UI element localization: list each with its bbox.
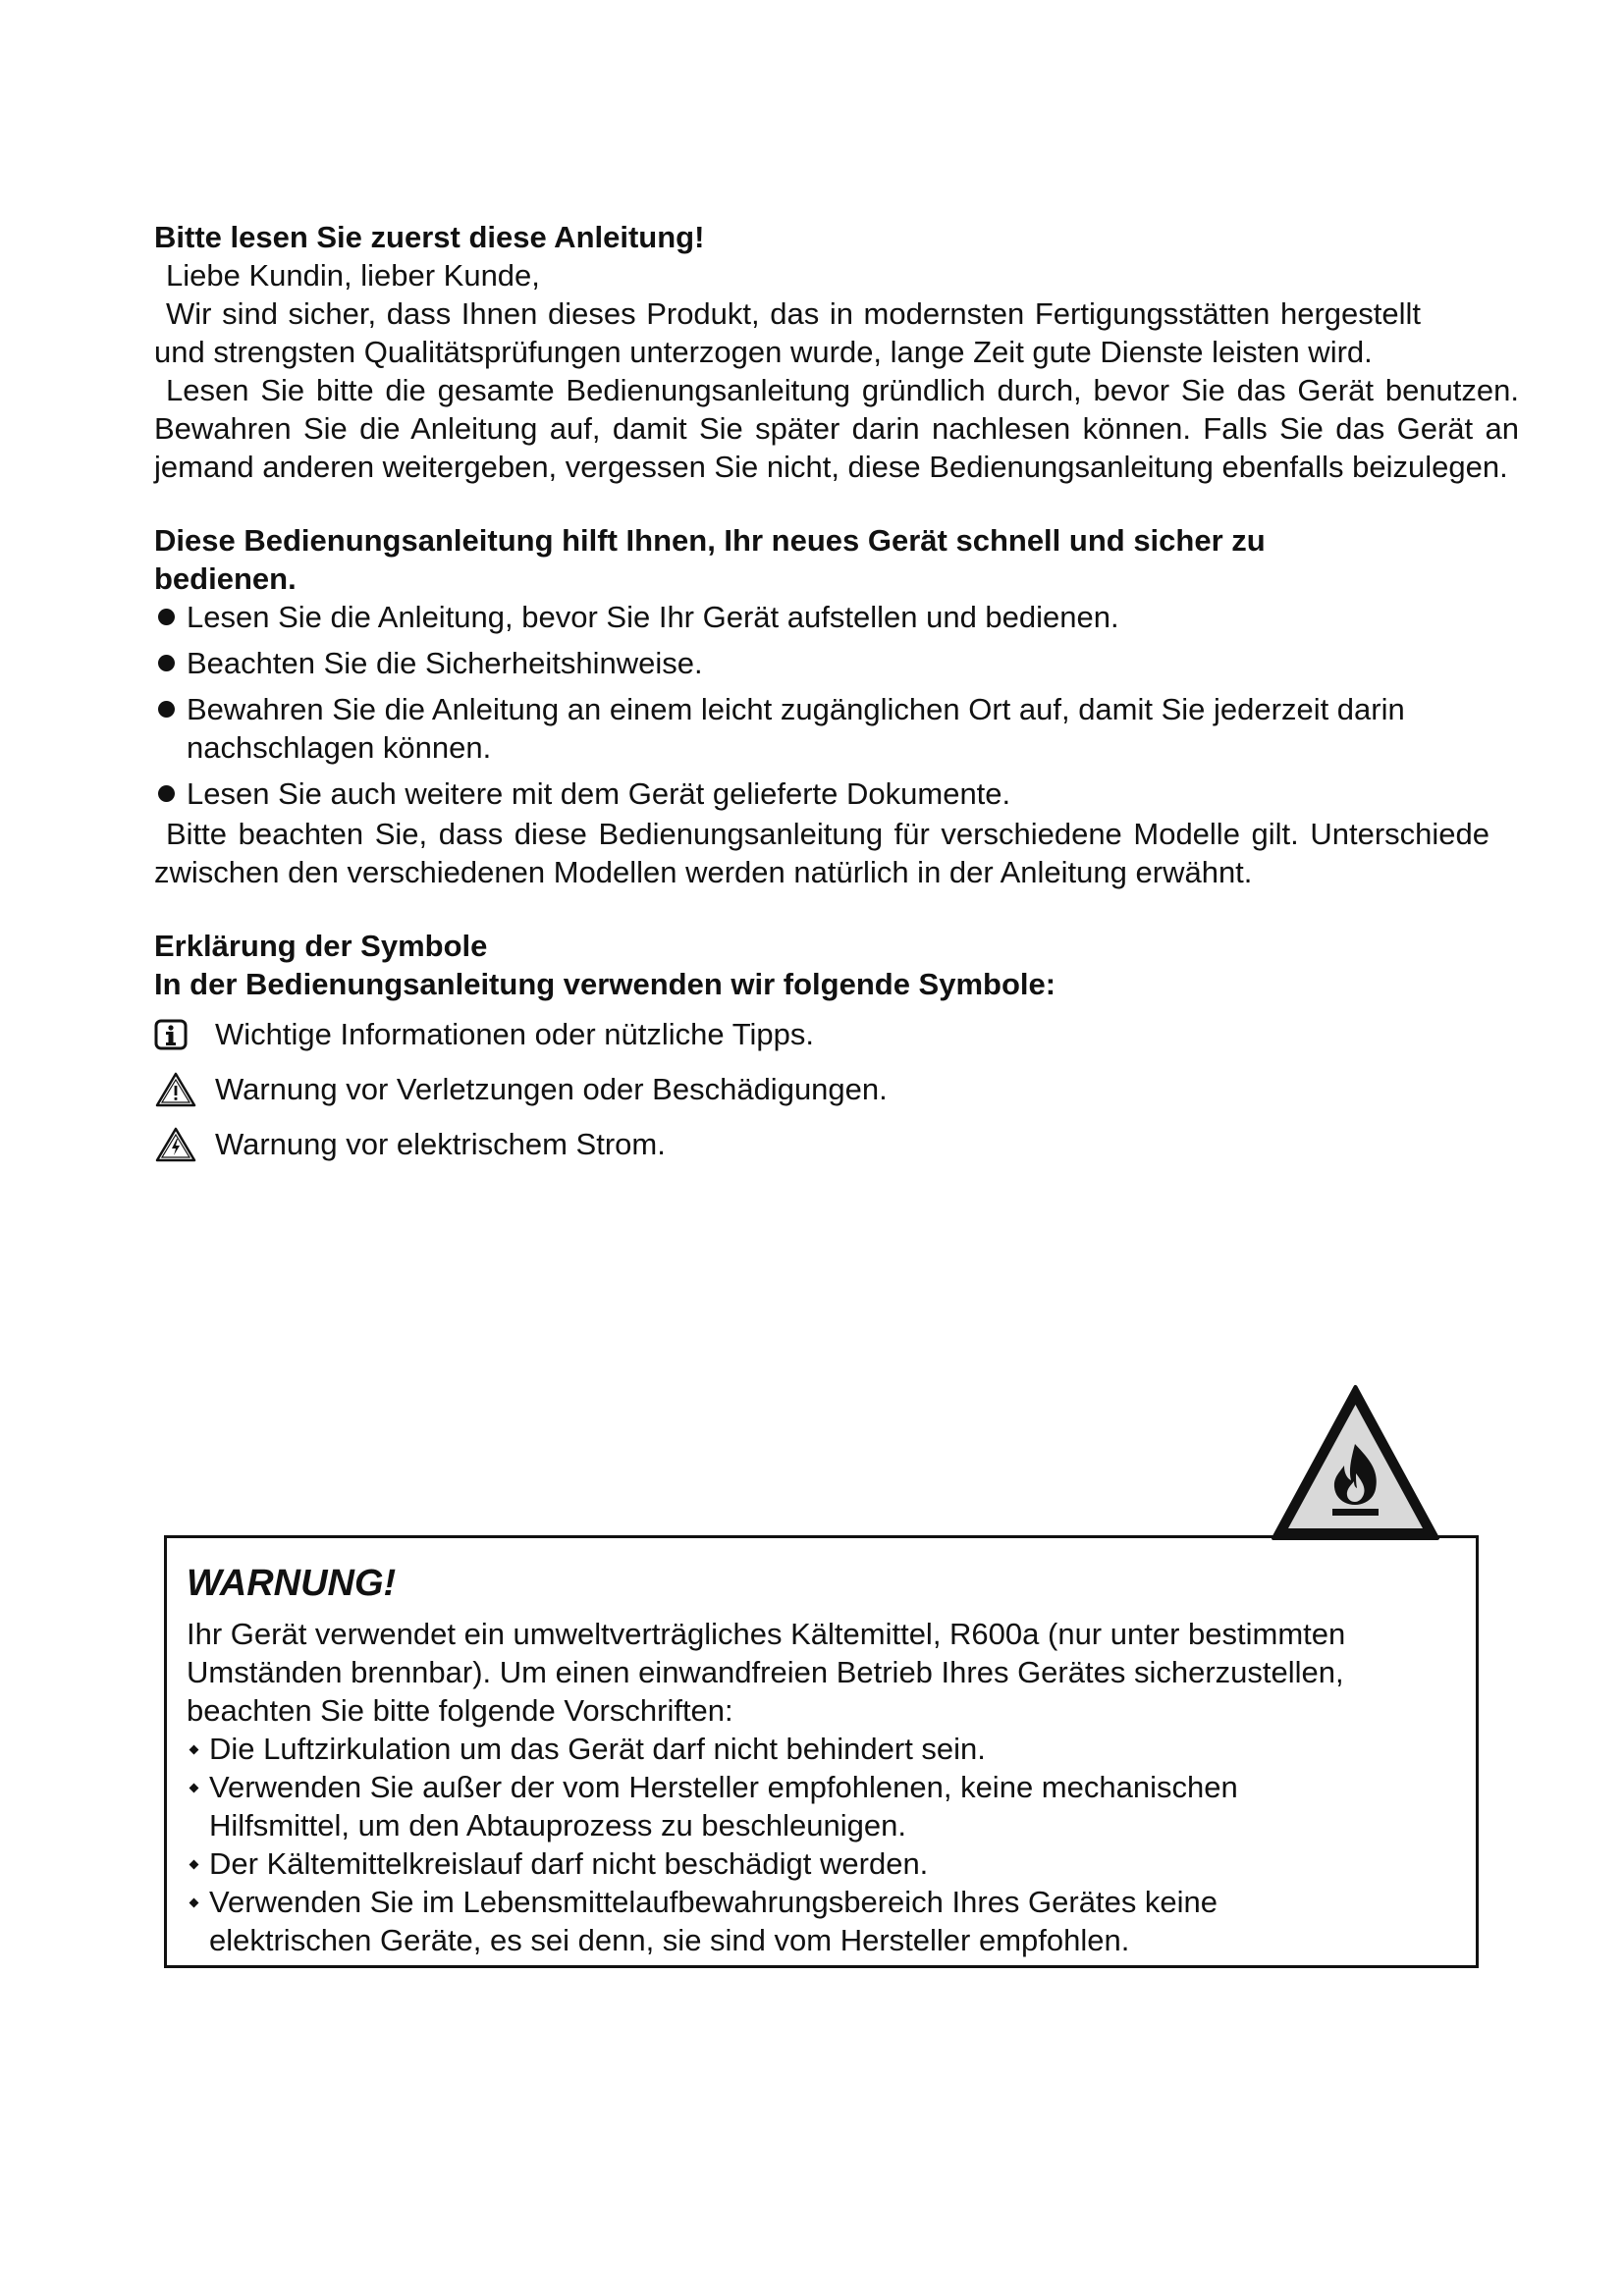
symbol-row-info <box>154 1007 1519 1062</box>
bullet-icon <box>158 609 175 625</box>
intro-paragraph-2: Lesen Sie bitte die gesamte Bedienungsanleitung gründlich durch, bevor Sie das Gerät benutzen. Bewahren Sie die Anleitung auf, damit Sie später darin nachlesen können. Falls Sie das Gerät an jemand anderen weitergeben, vergessen Sie nicht, diese Bedienungsanleitung ebenfalls beizulegen. <box>154 373 1519 484</box>
help-heading: Diese Bedienungsanleitung hilft Ihnen, Ihr neues Gerät schnell und sicher zu bedienen. <box>154 523 1266 596</box>
bullet-icon <box>189 1860 199 1870</box>
flammable-warning-icon <box>1270 1383 1441 1542</box>
list-item: Verwenden Sie außer der vom Hersteller empfohlenen, keine mechanischen Hilfsmittel, um den Abtauprozess zu beschleunigen. <box>187 1768 1345 1844</box>
intro-heading: Bitte lesen Sie zuerst diese Anleitung! <box>154 220 705 254</box>
list-item: Lesen Sie auch weitere mit dem Gerät gelieferte Dokumente. <box>154 774 1460 813</box>
warning-triangle-icon <box>154 1071 201 1108</box>
list-item: Beachten Sie die Sicherheitshinweise. <box>154 644 1460 682</box>
list-item: Lesen Sie die Anleitung, bevor Sie Ihr Gerät aufstellen und bedienen. <box>154 598 1460 636</box>
symbol-row-electric <box>154 1117 1519 1172</box>
greeting: Liebe Kundin, lieber Kunde, <box>166 258 540 293</box>
bullet-icon <box>158 785 175 802</box>
models-note: Bitte beachten Sie, dass diese Bedienungsanleitung für verschiedene Modelle gilt. Unterschiede zwischen den verschiedenen Modellen werden natürlich in der Anleitung erwähnt. <box>154 817 1489 889</box>
symbol-warning-text: Warnung vor Verletzungen oder Beschädigungen. <box>215 1072 888 1106</box>
bullet-icon <box>158 701 175 718</box>
intro-paragraph-1: Wir sind sicher, dass Ihnen dieses Produkt, das in modernsten Fertigungsstätten hergestellt und strengsten Qualitätsprüfungen unterzogen wurde, lange Zeit gute Dienste leisten wird. <box>154 296 1421 369</box>
symbol-electric-text: Warnung vor elektrischem Strom. <box>215 1127 666 1161</box>
warning-title: WARNUNG! <box>187 1563 397 1604</box>
list-item: Bewahren Sie die Anleitung an einem leicht zugänglichen Ort auf, damit Sie jederzeit darin nachschlagen können. <box>154 690 1460 767</box>
list-item: Verwenden Sie im Lebensmittelaufbewahrungsbereich Ihres Gerätes keine elektrischen Geräte, es sei denn, sie sind vom Hersteller empfohlen. <box>187 1883 1345 1959</box>
symbols-subheading: In der Bedienungsanleitung verwenden wir folgende Symbole: <box>154 967 1056 1001</box>
electric-hazard-icon <box>154 1126 201 1163</box>
document-body <box>154 218 1519 1172</box>
info-icon <box>154 1019 201 1050</box>
list-item: Der Kältemittelkreislauf darf nicht beschädigt werden. <box>187 1844 1345 1883</box>
symbols-heading: Erklärung der Symbole <box>154 929 488 963</box>
bullet-icon <box>189 1898 199 1908</box>
warning-box <box>164 1535 1479 1968</box>
symbol-row-warning <box>154 1062 1519 1117</box>
warning-list <box>187 1730 1345 1959</box>
bullet-icon <box>158 655 175 671</box>
bullet-icon <box>189 1745 199 1755</box>
warning-text: Ihr Gerät verwendet ein umweltverträgliches Kältemittel, R600a (nur unter bestimmten Umständen brennbar). Um einen einwandfreien Betrieb Ihres Gerätes sicherzustellen, beachten Sie bitte folgende Vorschriften: <box>187 1617 1346 1728</box>
symbol-info-text: Wichtige Informationen oder nützliche Tipps. <box>215 1017 814 1051</box>
bullet-icon <box>189 1784 199 1793</box>
help-bullet-list <box>154 598 1460 813</box>
list-item: Die Luftzirkulation um das Gerät darf nicht behindert sein. <box>187 1730 1345 1768</box>
